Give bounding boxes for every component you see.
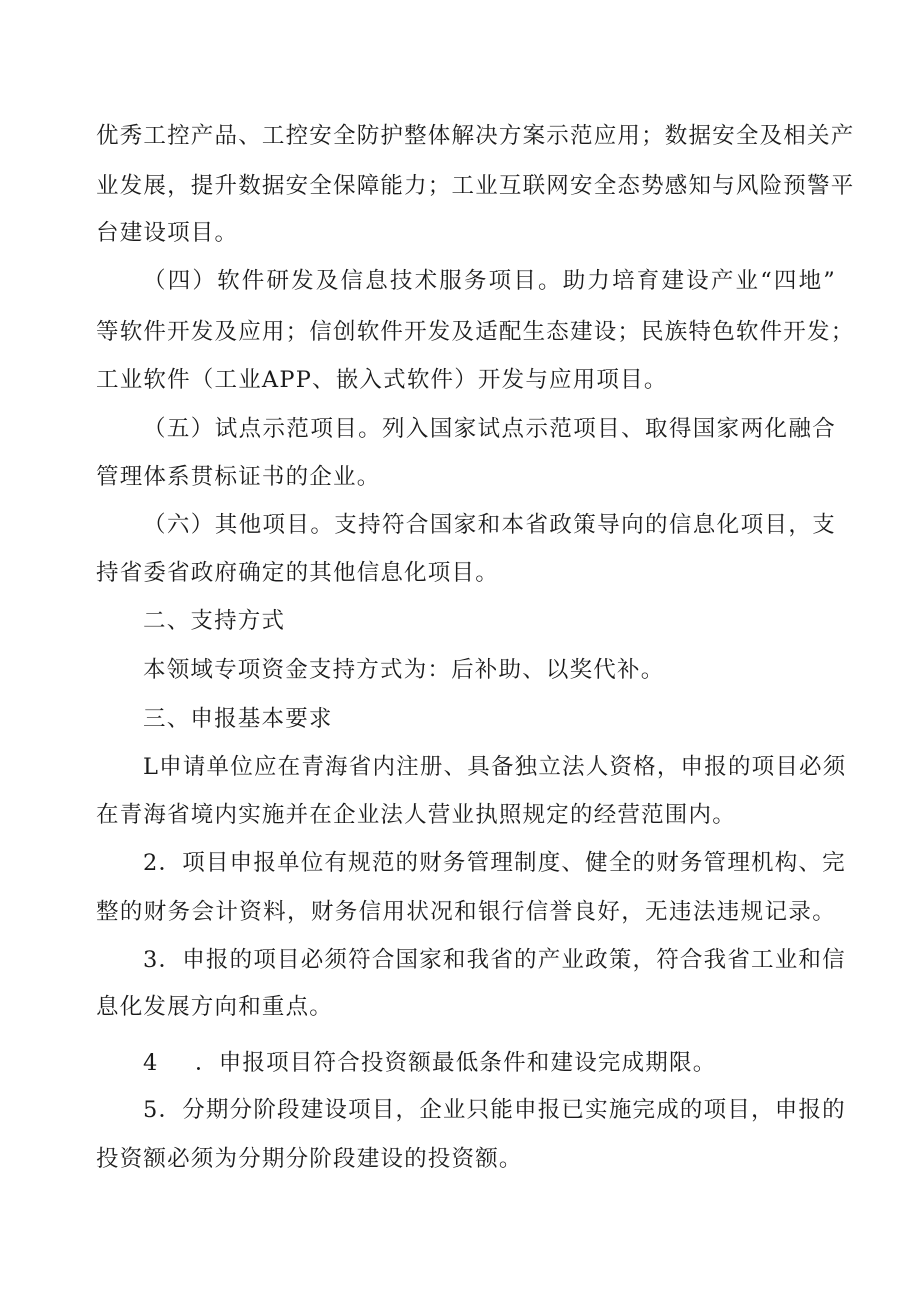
text-line: 工业软件（工业APP、嵌入式软件）开发与应用项目。 [96, 367, 668, 393]
text-line: 等软件开发及应用；信创软件开发及适配生态建设；民族特色软件开发； [96, 319, 855, 345]
section-heading-4: （四）软件研发及信息技术服务项目。助力培育建设产业“四地” [143, 268, 836, 294]
text-line: 在青海省境内实施并在企业法人营业执照规定的经营范围内。 [96, 802, 736, 828]
section-title-support: 二、支持方式 [143, 608, 286, 634]
section-title-requirements: 三、申报基本要求 [143, 706, 333, 732]
requirement-1: L申请单位应在青海省内注册、具备独立法人资格，申报的项目必须 [143, 754, 847, 780]
requirement-2: 2．项目申报单位有规范的财务管理制度、健全的财务管理机构、完 [143, 850, 846, 876]
text-line: 管理体系贯标证书的企业。 [96, 464, 381, 490]
requirement-3: 3．申报的项目必须符合国家和我省的产业政策，符合我省工业和信 [143, 947, 846, 973]
text-line: 投资额必须为分期分阶段建设的投资额。 [96, 1146, 523, 1172]
text-line: 优秀工控产品、工控安全防护整体解决方案示范应用；数据安全及相关产 [96, 123, 855, 149]
text-line: 本领域专项资金支持方式为：后补助、以奖代补。 [143, 657, 665, 683]
requirement-4: ．申报项目符合投资额最低条件和建设完成期限。 [195, 1050, 717, 1076]
section-heading-5: （五）试点示范项目。列入国家试点示范项目、取得国家两化融合 [143, 416, 836, 442]
text-line: 整的财务会计资料，财务信用状况和银行信誉良好，无违法违规记录。 [96, 899, 836, 925]
text-line: 业发展，提升数据安全保障能力；工业互联网安全态势感知与风险预警平 [96, 173, 855, 199]
requirement-5: 5．分期分阶段建设项目，企业只能申报已实施完成的项目，申报的 [143, 1097, 846, 1123]
text-line: 息化发展方向和重点。 [96, 994, 334, 1020]
section-heading-6: （六）其他项目。支持符合国家和本省政策导向的信息化项目，支 [143, 512, 836, 538]
text-line: 持省委省政府确定的其他信息化项目。 [96, 560, 499, 586]
requirement-4-number: 4 [143, 1050, 159, 1076]
text-line: 台建设项目。 [96, 220, 239, 246]
